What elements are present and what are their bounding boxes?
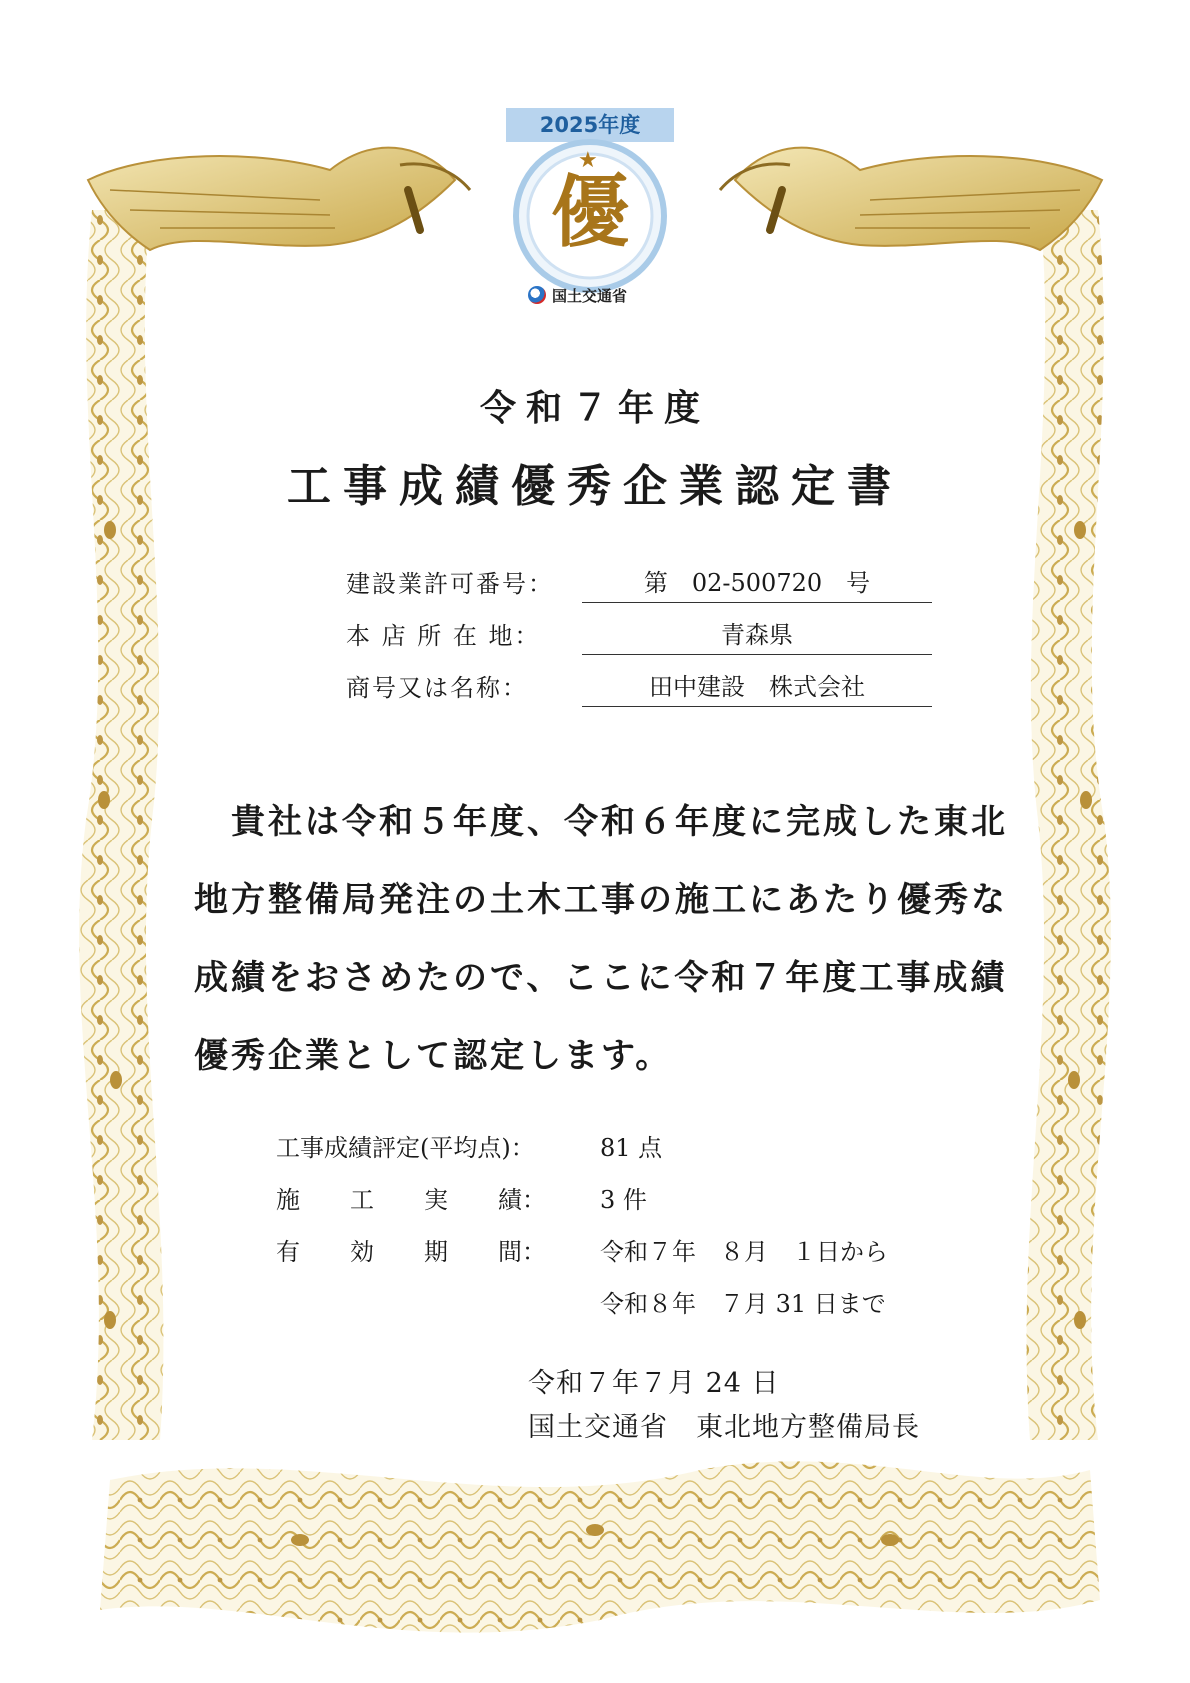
head-office-value: 青森県 (582, 616, 932, 655)
license-number-row (346, 564, 936, 604)
works-value: 3 件 (600, 1186, 647, 1214)
body-line-2: 地方整備局発注の土木工事の施工にあたり優秀な (194, 880, 1008, 920)
issuer-name: 国土交通省 東北地方整備局長 (528, 1412, 920, 1443)
validity-from: 令和７年 ８月 １日から (600, 1238, 888, 1266)
company-name-row (346, 668, 936, 708)
body-line-4: 優秀企業として認定します。 (194, 1036, 673, 1076)
works-label-char: 績： (498, 1186, 546, 1214)
body-line-3: 成績をおさめたので、ここに令和７年度工事成績 (194, 958, 1008, 998)
score-label: 工事成績評定(平均点)： (276, 1134, 535, 1162)
validity-to: 令和８年 ７月 31 日まで (600, 1290, 886, 1318)
validity-label-char: 期 (424, 1238, 448, 1266)
works-label-char: 工 (350, 1186, 374, 1214)
emblem-star-icon: ★ (578, 148, 598, 173)
works-label (276, 1182, 546, 1218)
validity-label-char: 効 (350, 1238, 374, 1266)
validity-label-char: 有 (276, 1238, 300, 1266)
body-line-1: 貴社は令和５年度、令和６年度に完成した東北 (194, 802, 1008, 842)
excellence-award-emblem (506, 108, 674, 308)
head-office-row (346, 616, 936, 656)
works-row (276, 1182, 976, 1218)
company-name-value: 田中建設 株式会社 (582, 668, 932, 707)
company-name-label: 商号又は名称： (346, 674, 528, 702)
validity-to-row (276, 1286, 976, 1322)
validity-row (276, 1234, 976, 1270)
works-label-char: 実 (424, 1186, 448, 1214)
license-number-value: 第 02-500720 号 (582, 564, 932, 603)
score-value: 81 点 (600, 1134, 663, 1162)
mlit-logo-icon (528, 286, 546, 304)
license-number-label: 建設業許可番号： (346, 570, 554, 598)
works-label-char: 施 (276, 1186, 300, 1214)
validity-label (276, 1234, 546, 1270)
validity-label-char: 間： (498, 1238, 546, 1266)
issue-date: 令和７年７月 24 日 (528, 1368, 780, 1399)
certificate-title: 工事成績優秀企業認定書 (287, 461, 903, 512)
certificate-year-heading: 令和７年度 (479, 387, 710, 429)
emblem-excellence-character: 優 (550, 167, 629, 258)
head-office-label: 本 店 所 在 地： (346, 622, 541, 650)
emblem-year-label: 2025年度 (506, 108, 674, 142)
score-row (276, 1130, 976, 1166)
emblem-ministry-label (528, 284, 678, 308)
emblem-ministry-text: 国土交通省 (552, 287, 628, 305)
